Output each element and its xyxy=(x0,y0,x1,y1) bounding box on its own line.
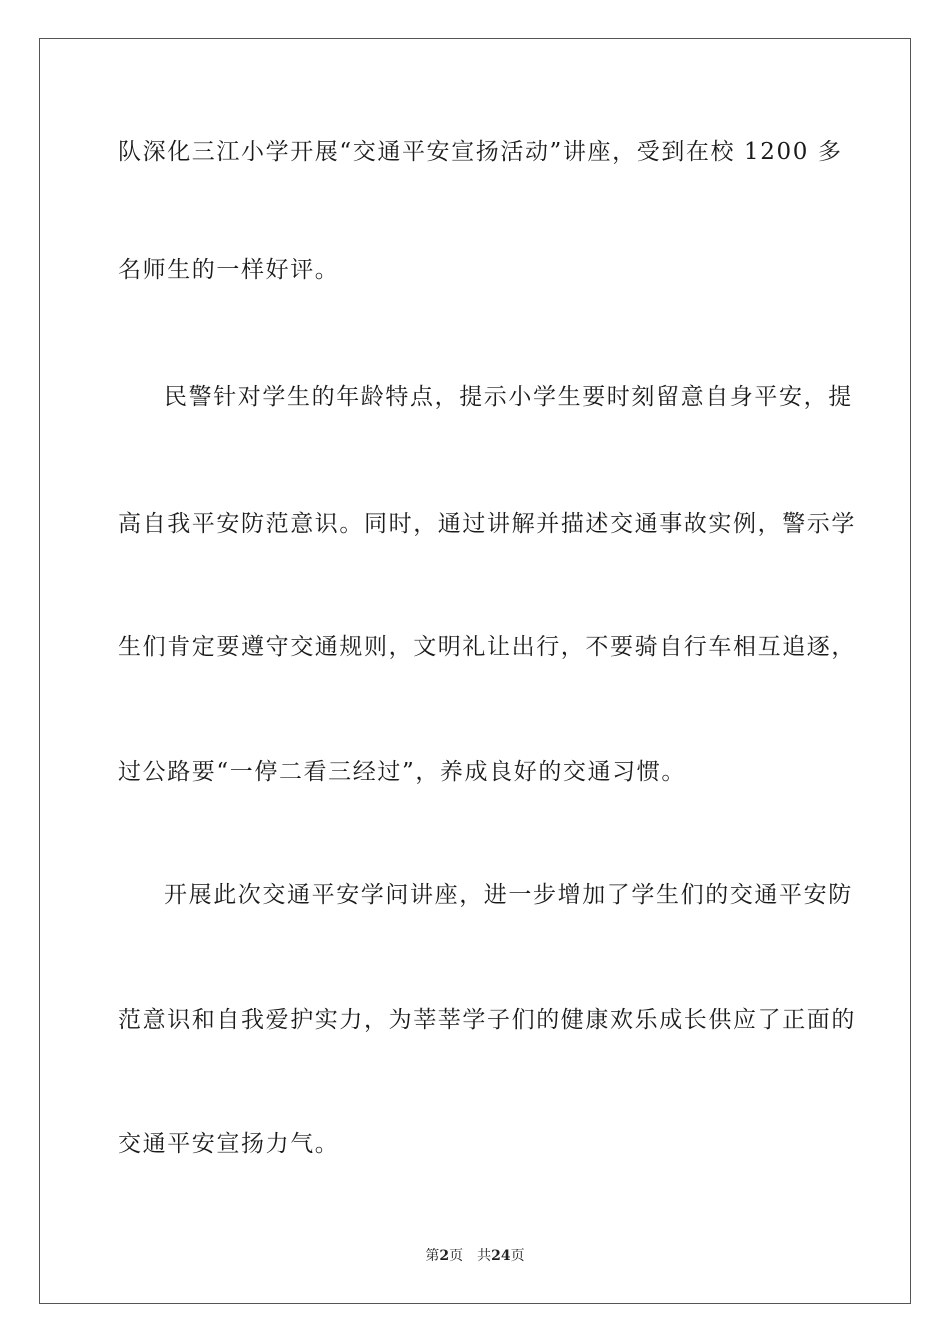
paragraph-line: 过公路要“一停二看三经过”，养成良好的交通习惯。 xyxy=(118,759,686,785)
paragraph-line: 范意识和自我爱护实力，为莘莘学子们的健康欢乐成长供应了正面的 xyxy=(118,1007,856,1033)
total-prefix: 共 xyxy=(477,1248,492,1264)
total-suffix: 页 xyxy=(510,1248,525,1264)
total-pages: 24 xyxy=(491,1248,511,1264)
page-suffix: 页 xyxy=(449,1248,464,1264)
paragraph-line: 生们肯定要遵守交通规则，文明礼让出行，不要骑自行车相互追逐， xyxy=(118,634,856,660)
paragraph-line: 高自我平安防范意识。同时，通过讲解并描述交通事故实例，警示学 xyxy=(118,511,856,537)
paragraph-line: 名师生的一样好评。 xyxy=(118,257,340,283)
page-border xyxy=(39,38,911,1304)
paragraph-line: 队深化三江小学开展“交通平安宣扬活动”讲座，受到在校 1200 多 xyxy=(118,139,843,165)
page-number: 2 xyxy=(439,1248,450,1264)
paragraph-line: 交通平安宣扬力气。 xyxy=(118,1131,340,1157)
paragraph-line: 民警针对学生的年龄特点，提示小学生要时刻留意自身平安，提 xyxy=(164,384,853,410)
paragraph-line: 开展此次交通平安学问讲座，进一步增加了学生们的交通平安防 xyxy=(164,882,853,908)
page-prefix: 第 xyxy=(425,1248,440,1264)
page-footer xyxy=(0,1247,950,1265)
